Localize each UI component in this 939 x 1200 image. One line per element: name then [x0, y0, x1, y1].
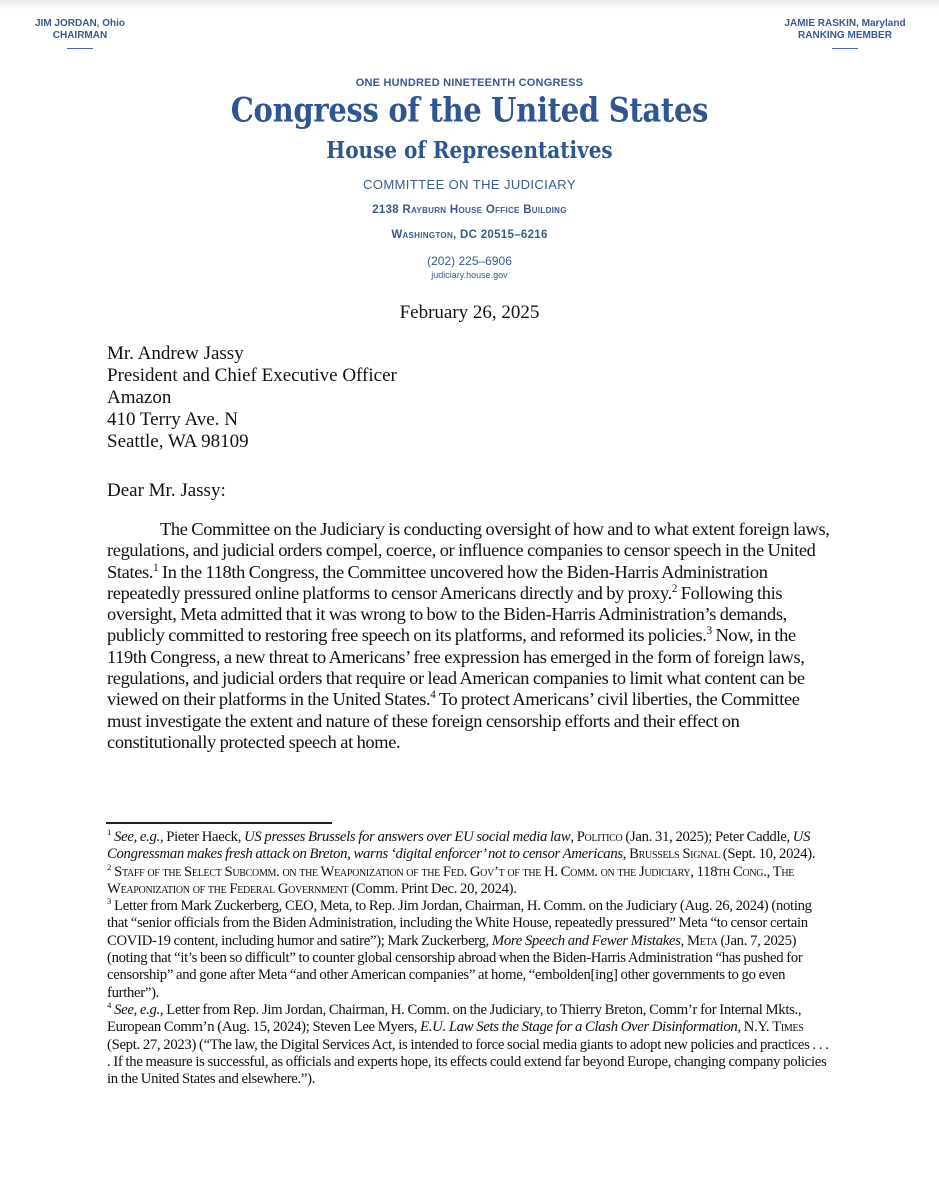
fn-text: (Sept. 27, 2023) (“The law, the Digital Services Act, is intended to force social media giants to adopt new policies and practices . . . . If the measure is successful, as officials and experts hope, its effects could extend far beyond Europe, changing company policies in the United States and elsewhere.”).	[107, 1036, 829, 1088]
footnote-number: 3	[107, 896, 112, 907]
ranking-member-name: JAMIE RASKIN, Maryland	[784, 18, 906, 29]
congress-number: ONE HUNDRED NINETEENTH CONGRESS	[355, 77, 584, 89]
fn-text: (Jan. 31, 2025); Peter Caddle,	[622, 829, 793, 845]
footnote-ref[interactable]: 2	[671, 582, 678, 595]
fn-title: US Congressman makes fresh attack on Breton, warns ‘digital enforcer’ not to censor Americans	[107, 829, 811, 863]
website-link[interactable]: judiciary.house.gov	[431, 270, 508, 280]
footnote-4	[107, 1002, 832, 1088]
body-sentence: Following this oversight, Meta admitted that it was wrong to bow to the Biden-Harris Administration’s demands, publicly committed to restoring free speech on its platforms, and reformed its policies.	[107, 582, 787, 646]
body-sentence: Now, in the 119th Congress, a new threat to Americans’ free expression has emerged in the form of foreign laws, regulations, and judicial orders that require or lead American companies to limit what content can be viewed on their platforms in the United States.	[107, 625, 805, 710]
body-sentence: To protect Americans’ civil liberties, the Committee must investigate the extent and nature of these foreign censorship efforts and their effect on constitutionally protected speech at home.	[107, 689, 800, 752]
house-title: House of Representatives	[326, 136, 613, 164]
fn-title: More Speech and Fewer Mistakes	[491, 932, 681, 949]
fn-text: ,	[570, 829, 577, 845]
fn-text: (Comm. Print Dec. 20, 2024).	[348, 880, 517, 897]
fn-publication: Meta	[686, 932, 718, 949]
fn-text: Letter from Rep. Jim Jordan, Chairman, H. Comm. on the Judiciary, to Thierry Breton, Comm’r for Internal Mkts., European Comm’n (Aug. 15, 2024); Steven Lee Myers,	[107, 1001, 802, 1036]
ranking-member-title: RANKING MEMBER	[798, 30, 892, 41]
chairman-block	[30, 18, 130, 49]
recipient-line: President and Chief Executive Officer	[107, 365, 397, 386]
committee-name: COMMITTEE ON THE JUDICIARY	[363, 177, 576, 192]
footnote-separator	[106, 822, 332, 824]
scan-top-edge	[0, 0, 939, 10]
recipient-line: 410 Terry Ave. N	[107, 409, 238, 430]
footnote-ref[interactable]: 3	[706, 625, 712, 638]
body-sentence: In the 118th Congress, the Committee uncovered how the Biden-Harris Administration repeatedly pressured online platforms to censor Americans directly and by proxy.	[107, 561, 768, 603]
fn-publication: Politico	[576, 829, 623, 845]
office-city: Washington, DC 20515–6216	[391, 229, 548, 241]
office-phone: (202) 225–6906	[427, 254, 512, 268]
footnote-number: 4	[107, 1000, 112, 1011]
chairman-title: CHAIRMAN	[52, 30, 108, 41]
congress-title: Congress of the United States	[230, 90, 709, 130]
footnote-1	[107, 829, 832, 864]
fn-publication: Times	[772, 1019, 804, 1036]
recipient-address	[107, 343, 397, 453]
office-address: 2138 Rayburn House Office Building	[372, 204, 567, 216]
chairman-rule	[67, 48, 93, 49]
salutation: Dear Mr. Jassy:	[107, 480, 226, 501]
footnote-3	[107, 898, 832, 1002]
footnote-number: 1	[107, 827, 112, 838]
footnote-number: 2	[107, 861, 112, 872]
fn-publication: Brussels Signal	[629, 846, 720, 863]
chairman-name: JIM JORDAN, Ohio	[34, 18, 125, 29]
footnotes	[107, 829, 832, 1088]
recipient-line: Seattle, WA 98109	[107, 431, 249, 452]
ranking-member-block	[765, 18, 925, 49]
fn-text: (Sept. 10, 2024).	[719, 846, 816, 863]
ranking-member-rule	[832, 48, 858, 49]
fn-text: , N.Y.	[737, 1019, 773, 1036]
recipient-line: Amazon	[107, 387, 172, 408]
body-paragraph	[107, 519, 835, 753]
fn-text: , Pieter Haeck,	[159, 829, 245, 845]
recipient-line: Mr. Andrew Jassy	[107, 343, 244, 364]
fn-publication: Staff of the Select Subcomm. on the Weaponization of the Fed. Gov’t of the H. Comm. on the Judiciary, 118th Cong., The Weaponization of the Federal Government	[107, 863, 795, 897]
footnote-2	[107, 861, 832, 899]
fn-text: See, e.g.	[114, 829, 160, 845]
fn-text: ,	[622, 846, 630, 863]
fn-text: Letter from Mark Zuckerberg, CEO, Meta, to Rep. Jim Jordan, Chairman, H. Comm. on the Judiciary (Aug. 26, 2024) (noting that “senior officials from the Biden Administration, including the White House, repeatedly pressured” Meta “to censor certain COVID-19 content, including humor and satire”); Mark Zuckerberg,	[107, 898, 812, 949]
footnote-ref[interactable]: 1	[153, 561, 159, 574]
footnote-ref[interactable]: 4	[430, 689, 436, 702]
letter-date: February 26, 2025	[399, 302, 540, 323]
fn-text: (Jan. 7, 2025) (noting that “it’s been so difficult” to counter global censorship abroad when the Biden-Harris Administration “has pushed for censorship” and gone after Meta “and other American companies” at home, “embolden[ing] other governments to go even further”).	[107, 932, 803, 1001]
fn-title: E.U. Law Sets the Stage for a Clash Over Disinformation	[420, 1019, 738, 1036]
fn-text: ,	[680, 932, 687, 949]
fn-title: US presses Brussels for answers over EU social media law	[244, 829, 571, 845]
body-sentence: The Committee on the Judiciary is conducting oversight of how and to what extent foreign laws, regulations, and judicial orders compel, coerce, or influence companies to censor speech in the United States.	[107, 519, 830, 582]
fn-text: See, e.g.,	[114, 1001, 164, 1018]
